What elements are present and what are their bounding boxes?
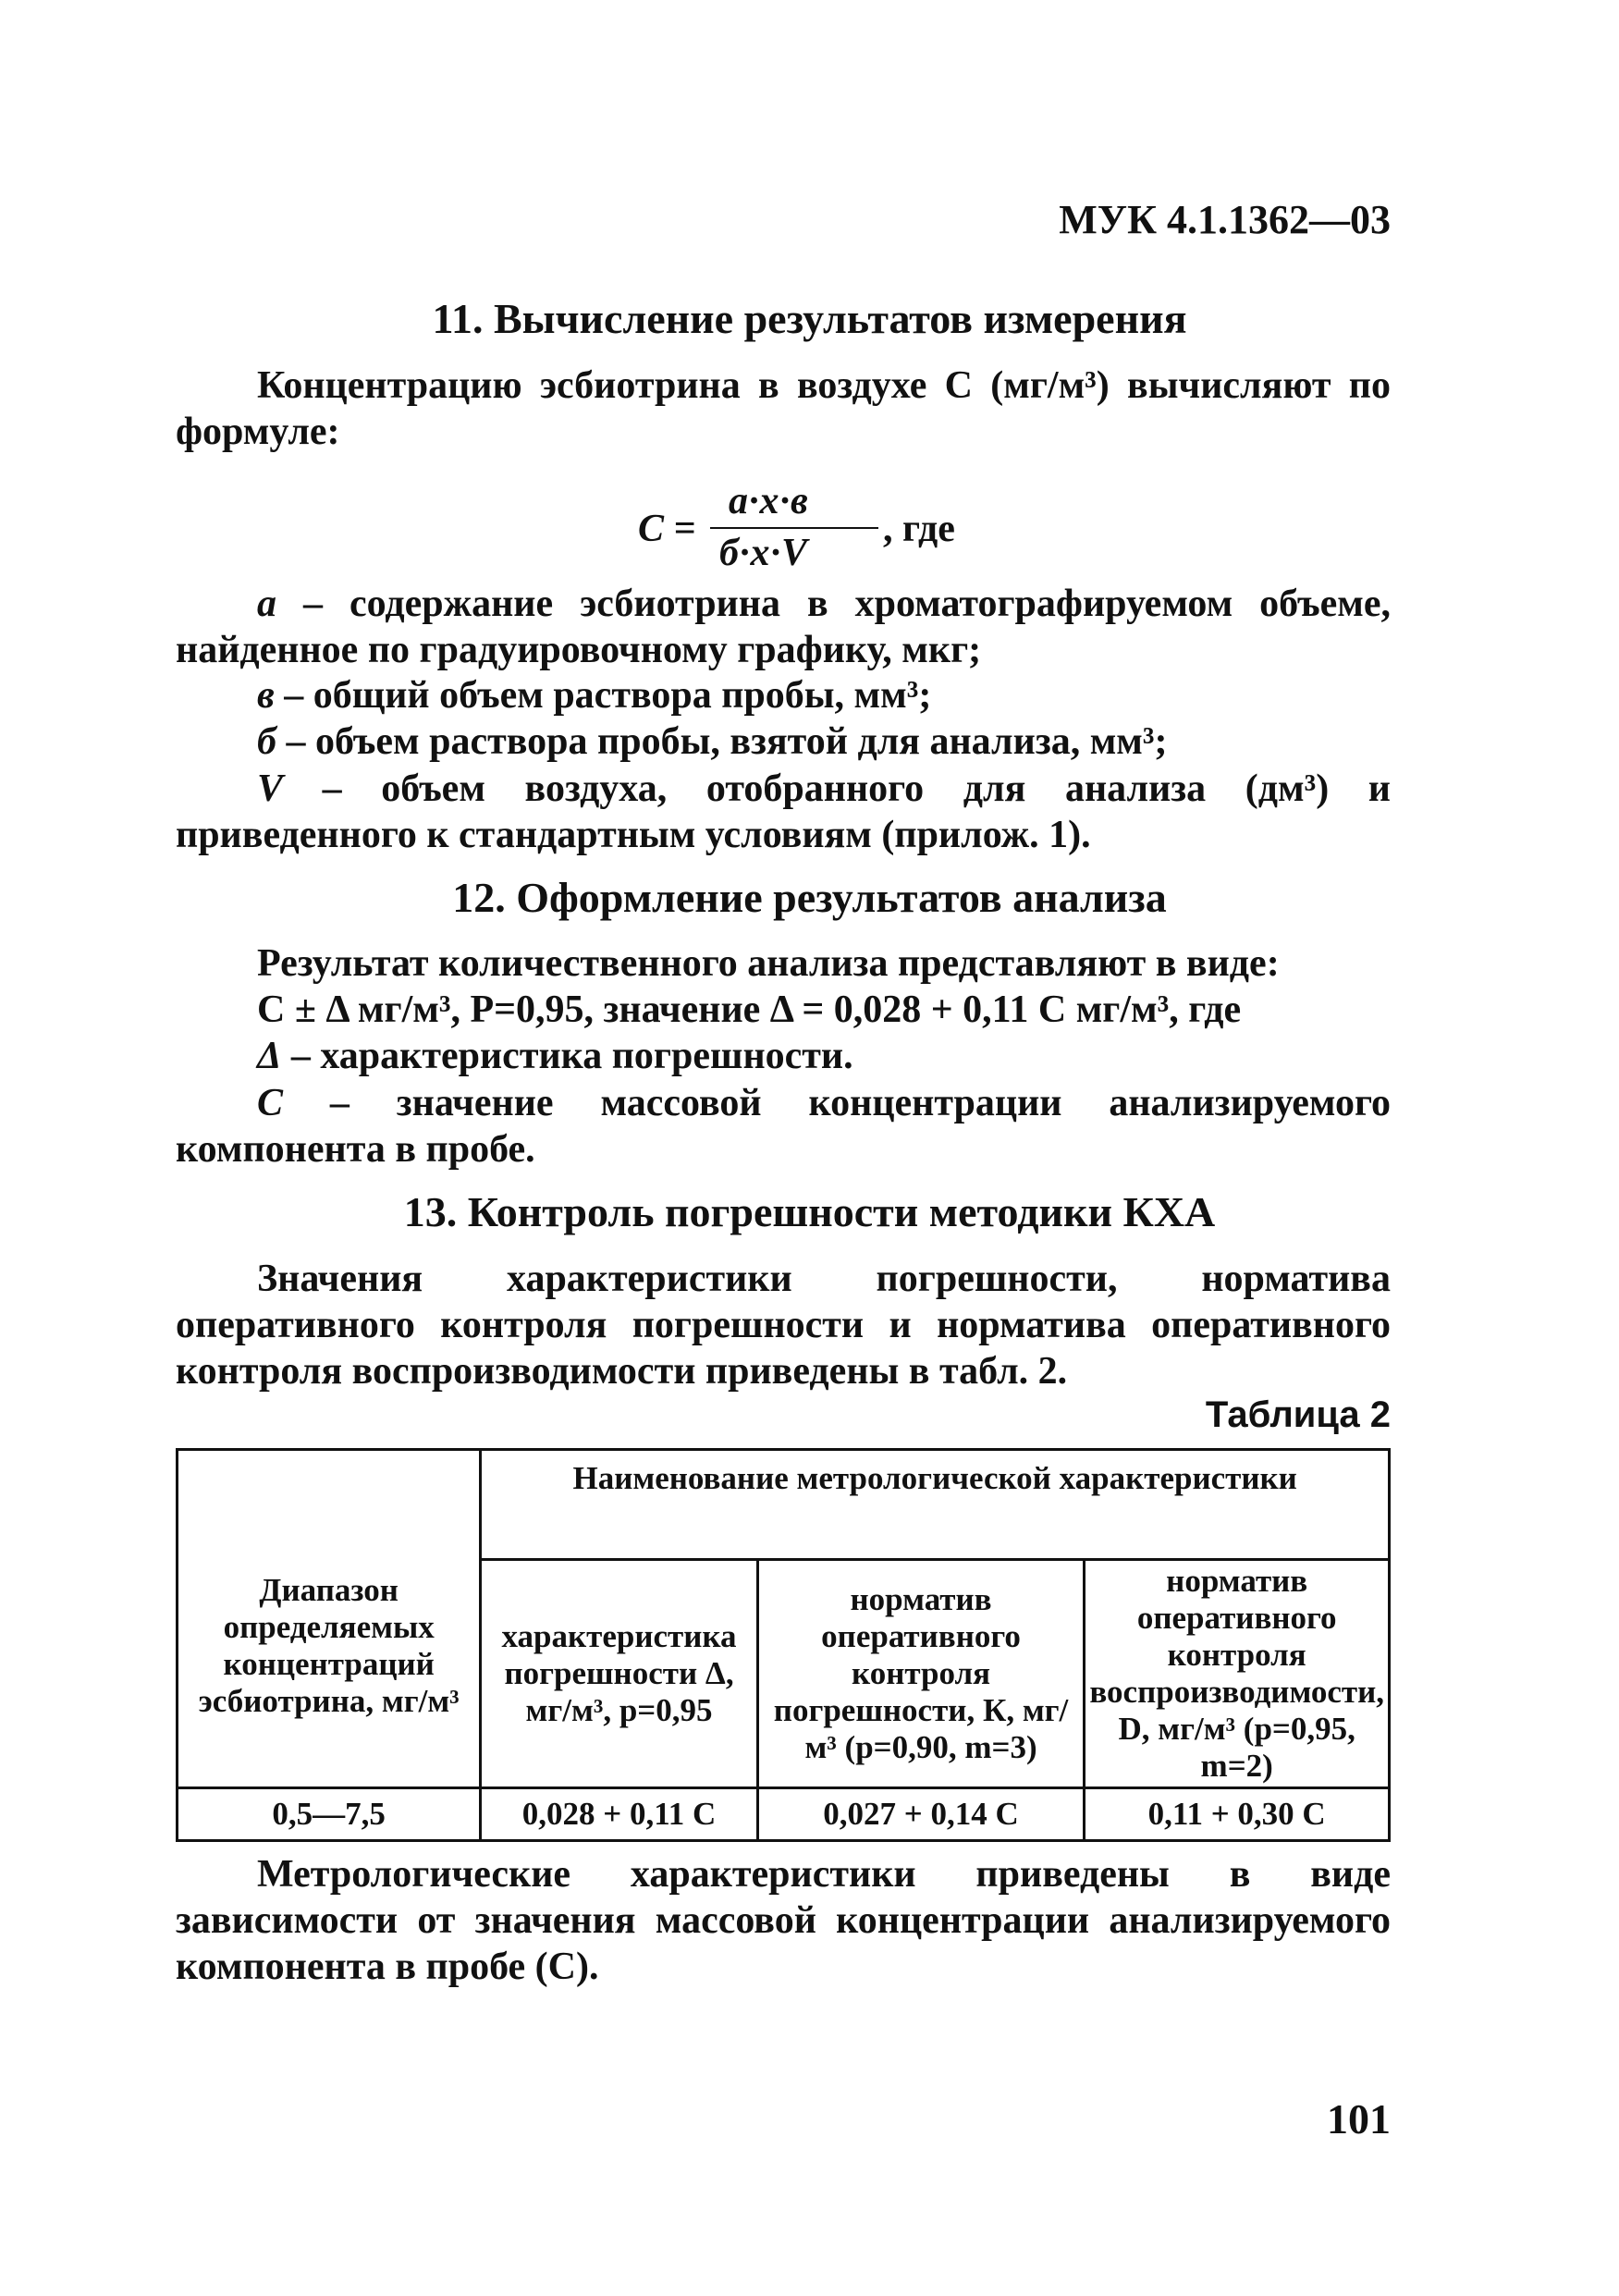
cell-range: 0,5—7,5 — [178, 1788, 481, 1841]
formula-lhs: C = — [638, 508, 696, 550]
definition-volume — [176, 766, 1391, 858]
formula-suffix: , где — [883, 508, 955, 550]
document-code: МУК 4.1.1362—03 — [1059, 197, 1391, 242]
definition-delta — [257, 1034, 853, 1078]
formula-fraction-bar — [710, 527, 878, 529]
definition-symbol: Δ — [257, 1035, 282, 1077]
formula-numerator: a·x·в — [729, 480, 809, 522]
cell-error-control: 0,027 + 0,14 С — [757, 1788, 1085, 1841]
definition-text: – общий объем раствора пробы, мм³; — [274, 674, 932, 717]
section-11-intro: Концентрацию эсбиотрина в воздухе С (мг/м³) вычисляют по формуле: — [176, 364, 1391, 453]
definition-symbol: С — [257, 1082, 284, 1124]
definition-text: – содержание эсбиотрина в хроматографируемом объеме, найденное по градуировочному графику, мкг; — [176, 583, 1391, 671]
section-12-title: 12. Оформление результатов анализа — [452, 874, 1167, 921]
definition-symbol: в — [257, 674, 275, 717]
header-reproducibility-norm: норматив оперативного контроля воспроизводимости, D, мг/м³ (р=0,95, m=2) — [1085, 1560, 1390, 1788]
definition-text: – объем воздуха, отобранного для анализа (дм³) и приведенного к стандартным условиям (прилож. 1). — [176, 767, 1391, 856]
table-header-row — [178, 1450, 1390, 1560]
metrology-table — [176, 1448, 1391, 1842]
header-error-control-norm: норматив оперативного контроля погрешности, К, мг/м³ (р=0,90, m=3) — [757, 1560, 1085, 1788]
cell-reproducibility: 0,11 + 0,30 С — [1085, 1788, 1390, 1841]
definition-symbol: V — [257, 767, 284, 810]
definition-v-total — [257, 673, 931, 718]
header-metrology-group: Наименование метрологической характеристики — [481, 1450, 1390, 1560]
definition-symbol: а — [257, 583, 276, 625]
section-11-title: 11. Вычисление результатов измерения — [432, 295, 1187, 342]
definition-a — [176, 581, 1391, 673]
formula-denominator: б·x·V — [719, 532, 808, 574]
header-concentration-range: Диапазон определяемых концентраций эсбиотрина, мг/м³ — [178, 1450, 481, 1788]
definition-text: – значение массовой концентрации анализируемого компонента в пробе. — [176, 1082, 1391, 1171]
page-number: 101 — [1327, 2095, 1391, 2143]
cell-error: 0,028 + 0,11 С — [481, 1788, 757, 1841]
section-12-line-1: Результат количественного анализа представляют в виде: — [257, 942, 1280, 985]
section-13-title: 13. Контроль погрешности методики КХА — [403, 1188, 1216, 1235]
definition-text: – характеристика погрешности. — [281, 1035, 853, 1077]
definition-symbol: б — [257, 720, 276, 763]
definition-c — [176, 1080, 1391, 1173]
concentration-formula — [638, 479, 1008, 574]
table-title: Таблица 2 — [1205, 1394, 1391, 1435]
definition-b — [257, 719, 1168, 764]
header-error-characteristic: характеристика погрешности Δ, мг/м³, р=0,95 — [481, 1560, 757, 1788]
section-12-line-2: С ± Δ мг/м³, Р=0,95, значение Δ = 0,028 + 0,11 С мг/м³, где — [257, 988, 1242, 1031]
section-13-intro: Значения характеристики погрешности, норматива оперативного контроля погрешности и норматива оперативного контроля воспроизводимости приведены в табл. 2. — [176, 1258, 1391, 1393]
closing-paragraph: Метрологические характеристики приведены в виде зависимости от значения массовой концентрации анализируемого компонента в пробе (С). — [176, 1853, 1391, 1988]
definition-text: – объем раствора пробы, взятой для анализа, мм³; — [276, 720, 1168, 763]
table-row — [178, 1788, 1390, 1841]
